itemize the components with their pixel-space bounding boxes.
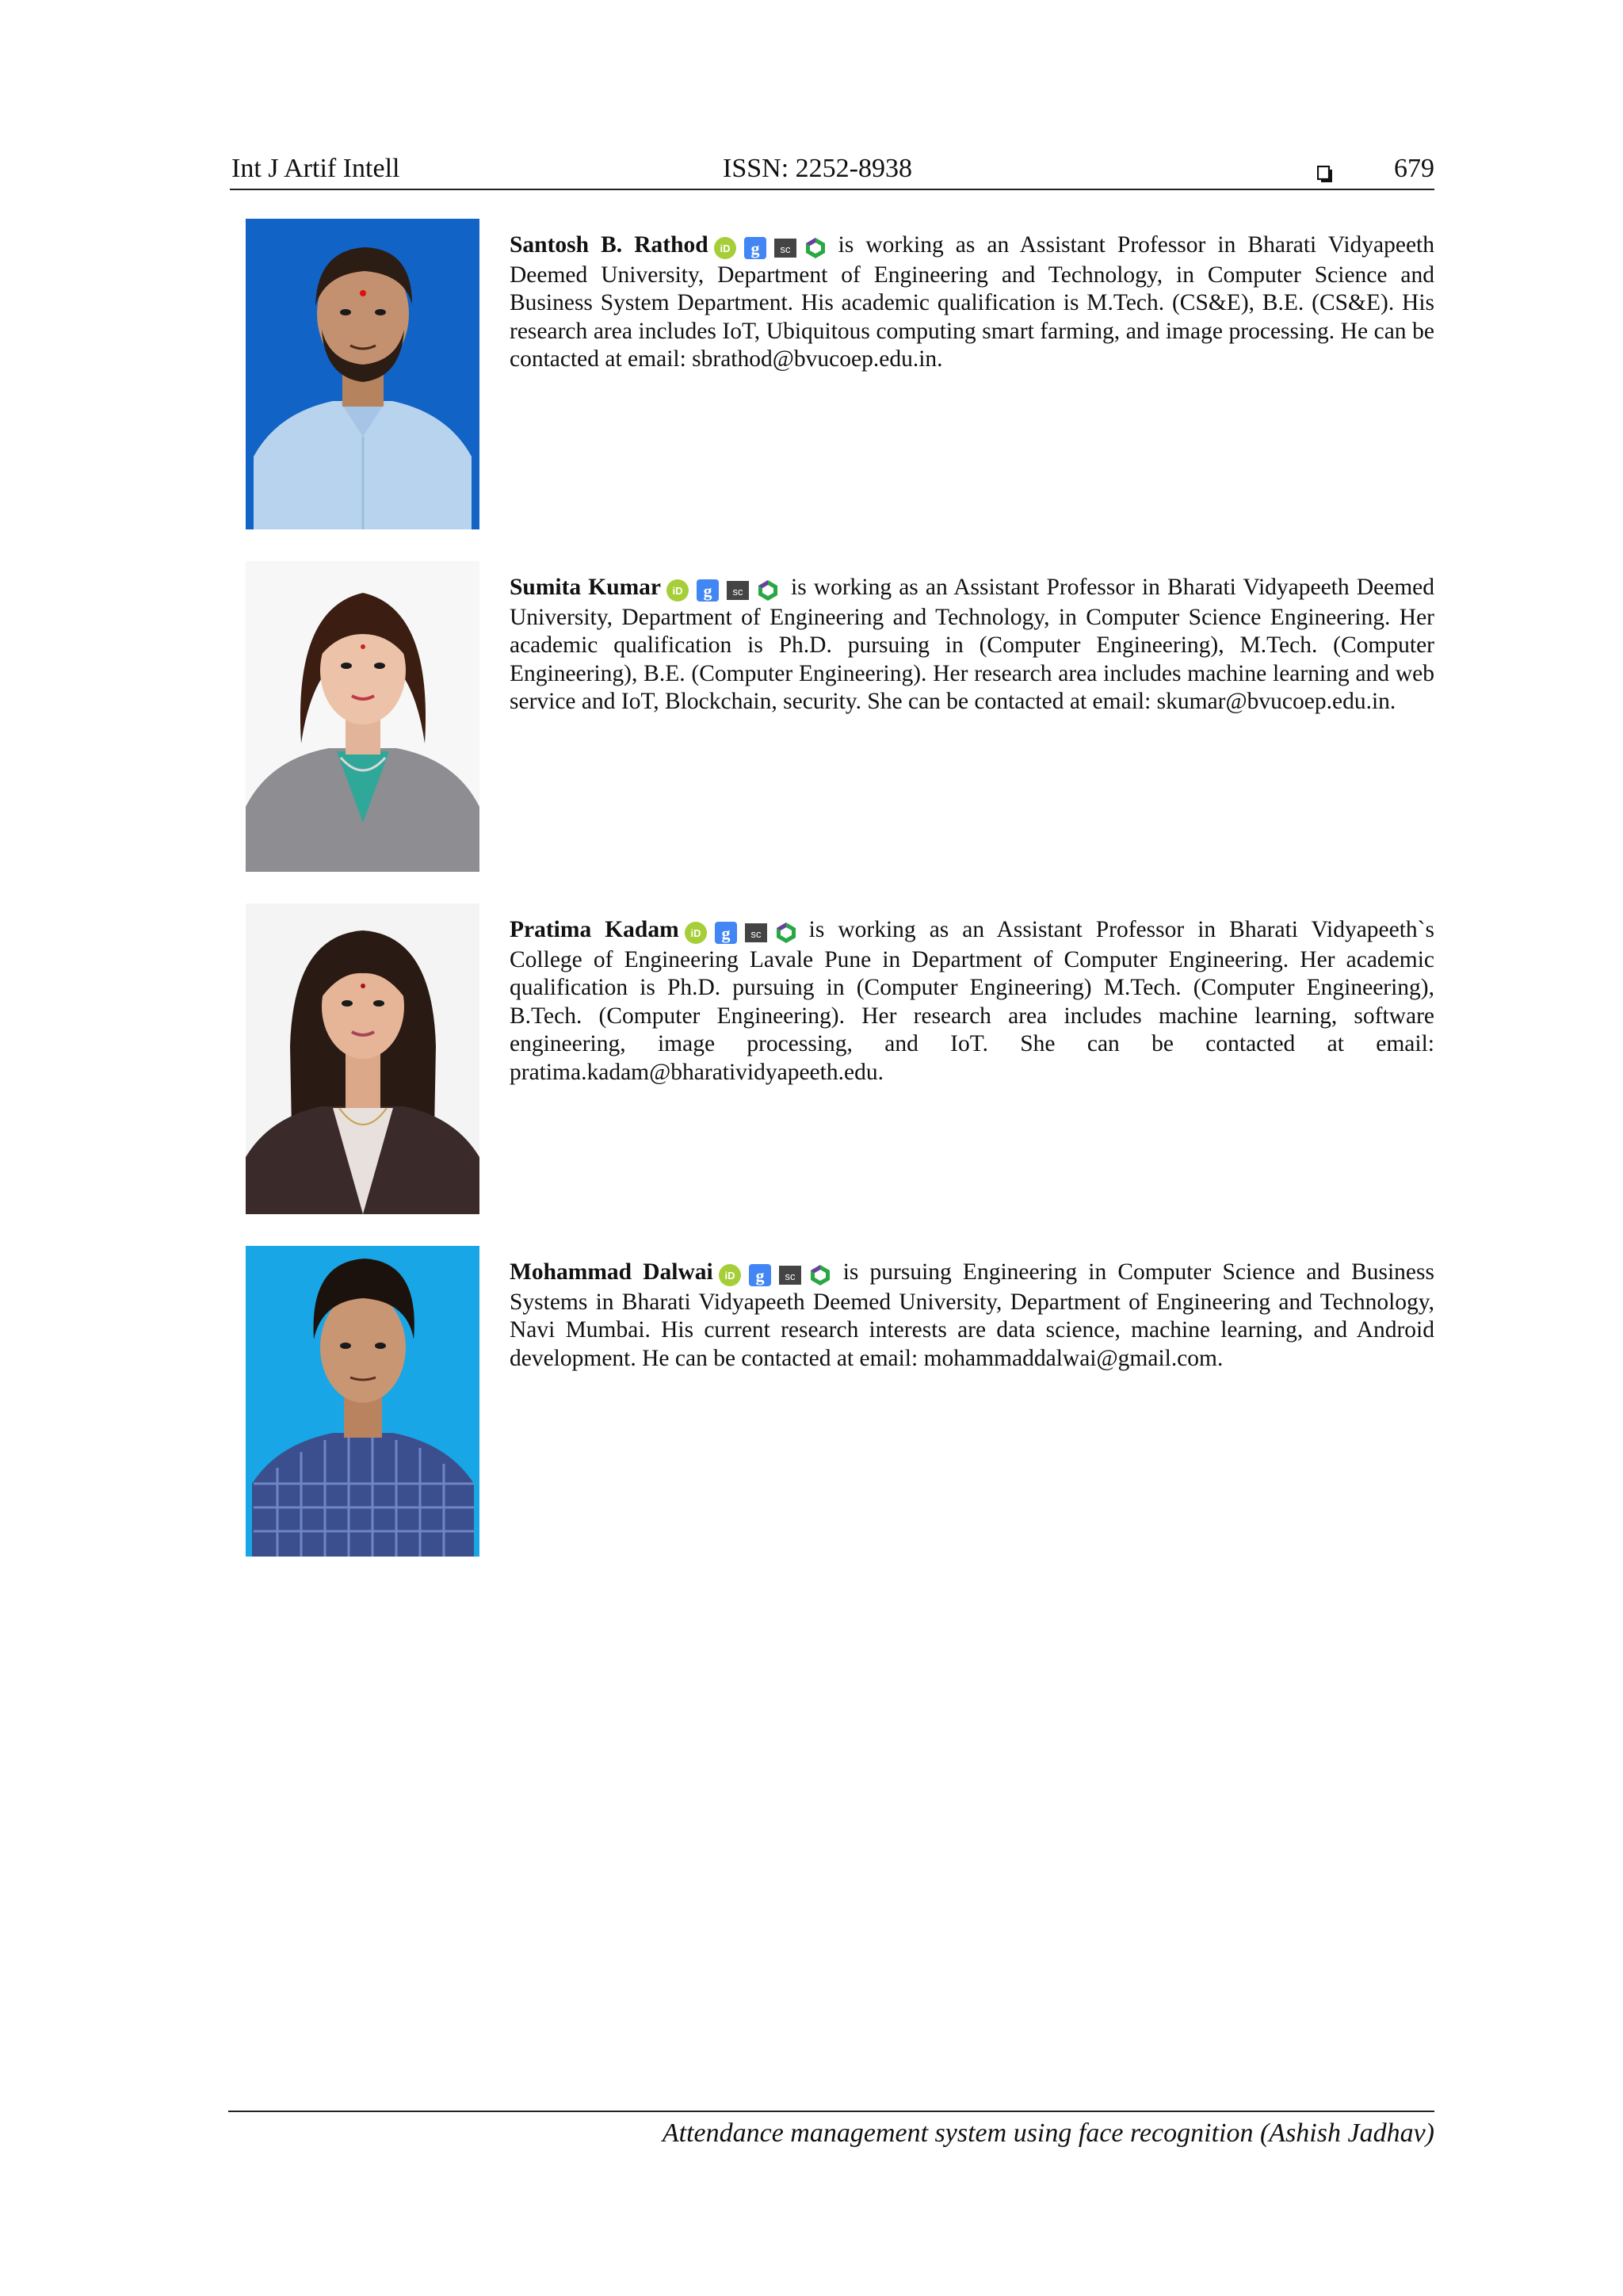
- author-profile-icons: [666, 575, 786, 604]
- google-scholar-icon[interactable]: [743, 236, 767, 260]
- svg-text:iD: iD: [690, 927, 701, 940]
- google-scholar-icon[interactable]: [748, 1263, 772, 1287]
- author-name: Santosh B. Rathod: [510, 232, 708, 258]
- author-bio-entry: [246, 219, 1434, 529]
- journal-name: Int J Artif Intell: [231, 154, 400, 183]
- author-bio: is working as an Assistant Professor in Bharati Vidyapeeth`s College of Engineering Lavale Pune in Department of Computer Engineering. Her academic qualification is Ph.D. pursuing in (Computer Engineering) M.Tech. (Computer Engineering), B.Tech. (Computer Engineering). Her research area includes machine learning, software engineering, image processing, and IoT. She can be contacted at email: pratima.kadam@bharatividyapeeth.edu.: [510, 917, 1434, 1085]
- author-profile-icons: [713, 233, 834, 262]
- author-name: Mohammad Dalwai: [510, 1259, 713, 1285]
- orcid-icon[interactable]: [713, 236, 737, 260]
- running-title: Attendance management system using face recognition (Ashish Jadhav): [662, 2118, 1434, 2148]
- google-scholar-icon[interactable]: [696, 579, 720, 602]
- author-profile-icons: [718, 1260, 838, 1289]
- scopus-icon[interactable]: [726, 579, 750, 602]
- page-number: 679: [1394, 154, 1434, 183]
- author-bio-entry: [246, 561, 1434, 872]
- author-photo: [246, 1246, 479, 1557]
- author-photo: [246, 219, 479, 529]
- svg-text:sc: sc: [732, 586, 743, 598]
- author-photo: [246, 561, 479, 872]
- author-bio-text: [510, 1259, 1434, 1373]
- author-bio: is pursuing Engineering in Computer Science and Business Systems in Bharati Vidyapeeth Deemed University, Department of Engineering and Technology, Navi Mumbai. His current research interests are data science, machine learning, and Android development. He can be contacted at email: mohammaddalwai@gmail.com.: [510, 1259, 1434, 1371]
- author-bio: is working as an Assistant Professor in Bharati Vidyapeeth Deemed University, Department of Engineering and Technology, in Computer Science and Business System Department. His academic qualification is M.Tech. (CS&E), B.E. (CS&E). His research area includes IoT, Ubiquitous computing smart farming, and image processing. He can be contacted at email: sbrathod@bvucoep.edu.in.: [510, 232, 1434, 372]
- svg-text:sc: sc: [780, 243, 791, 256]
- author-name: Sumita Kumar: [510, 575, 662, 600]
- svg-text:iD: iD: [672, 585, 683, 598]
- author-bio-text: [510, 916, 1434, 1087]
- google-scholar-icon[interactable]: [714, 921, 738, 945]
- author-bio-text: [510, 231, 1434, 374]
- orcid-icon[interactable]: [684, 921, 708, 945]
- page-header: [230, 151, 1434, 190]
- page-footer: [228, 2111, 1434, 2148]
- scopus-icon[interactable]: [773, 236, 797, 260]
- publons-icon[interactable]: [804, 236, 827, 260]
- svg-text:iD: iD: [720, 243, 731, 255]
- author-name: Pratima Kadam: [510, 917, 679, 942]
- svg-text:g: g: [750, 239, 760, 259]
- author-bio-text: [510, 574, 1434, 716]
- author-bio-entry: [246, 904, 1434, 1214]
- svg-text:g: g: [721, 923, 731, 944]
- svg-text:g: g: [703, 581, 712, 602]
- orcid-icon[interactable]: [666, 579, 689, 602]
- page-box-icon: [1317, 160, 1333, 178]
- author-photo: [246, 904, 479, 1214]
- author-bio-entry: [246, 1246, 1434, 1557]
- author-profile-icons: [684, 918, 804, 946]
- scopus-icon[interactable]: [778, 1263, 802, 1287]
- svg-text:sc: sc: [750, 928, 762, 941]
- svg-text:iD: iD: [724, 1270, 735, 1282]
- publons-icon[interactable]: [808, 1263, 832, 1287]
- publons-icon[interactable]: [756, 579, 780, 602]
- author-bio: is working as an Assistant Professor in Bharati Vidyapeeth Deemed University, Department of Engineering and Technology, in Computer Science Engineering. Her academic qualification is Ph.D. pursuing in (Computer Engineering), M.Tech. (Computer Engineering), B.E. (Computer Engineering). Her research area includes machine learning and web service and IoT, Blockchain, security. She can be contacted at email: skumar@bvucoep.edu.in.: [510, 575, 1434, 714]
- issn: ISSN: 2252-8938: [723, 154, 912, 183]
- scopus-icon[interactable]: [744, 921, 768, 945]
- svg-text:sc: sc: [785, 1270, 796, 1283]
- publons-icon[interactable]: [774, 921, 798, 945]
- orcid-icon[interactable]: [718, 1263, 742, 1287]
- svg-text:g: g: [755, 1266, 765, 1286]
